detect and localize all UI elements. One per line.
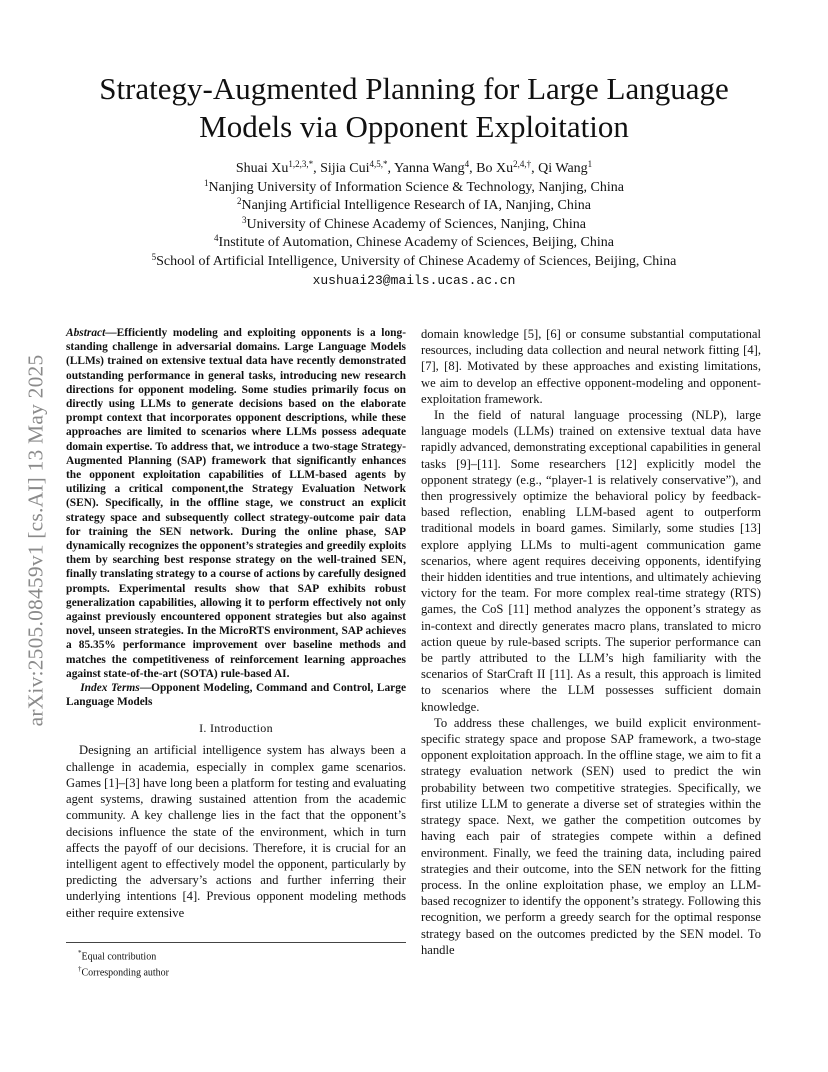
index-terms-label: Index Terms — [80, 682, 140, 695]
affiliation: $^4$Institute of Automation, Chinese Academy of Sciences, Beijing, China — [214, 233, 614, 251]
author-name: Bo Xu — [476, 161, 514, 176]
left-column — [66, 326, 406, 921]
author-affil-mark: 2,4,† — [513, 159, 532, 169]
author-name: Yanna Wang — [393, 161, 465, 176]
body-paragraph: To address these challenges, we build explicit environment-specific strategy space and propose SAP framework, a two-stage opponent exploitation approach. In the offline stage, we aim to fit a strategy evaluation network (SEN) used to predict the win probability between two competitive strategies. Specifically, we first utilize LLM to generate a diverse set of strategies within the strategy space. Next, we gather the competition outcomes by having each pair of strategies compete within a defined environment. Finally, we feed the training data, including paired strategies and their outcome, into the SEN network for the fitting process. In the online exploitation phase, we employ an LLM-based recognizer to identify the opponent’s strategy. Following this recognition, we perform a greedy search for the optimal response strategy based on the outcomes predicted by the SEN model. To handle — [421, 715, 761, 957]
arxiv-identifier-stamp — [18, 300, 54, 780]
affiliation: $^3$University of Chinese Academy of Sciences, Nanjing, China — [242, 214, 586, 232]
contact-email: xushuai23@mails.ucas.ac.cn — [312, 272, 516, 288]
title-line-1: Strategy-Augmented Planning for Large Language — [99, 71, 729, 106]
abstract — [66, 326, 406, 681]
affiliation: $^1$Nanjing University of Information Science & Technology, Nanjing, China — [204, 177, 624, 195]
affiliation: $^2$Nanjing Artificial Intelligence Research of IA, Nanjing, China — [236, 196, 591, 214]
right-column — [421, 326, 761, 958]
footnotes — [66, 942, 406, 980]
author-name: Shuai Xu — [235, 161, 289, 176]
author-affil-mark: 4 — [464, 159, 470, 169]
body-paragraph: In the field of natural language processing (NLP), large language models (LLMs) trained on extensive textual data have rapidly advanced, demonstrating exceptional capabilities in general tasks [9]–[11]. Some researchers [12] explicitly model the opponent strategy (e.g., “player-1 is relatively conservative”), and then progressively optimize the behavioral policy by feedback-based reflection, enabling LLM-based agent to outperform traditional models in board games. Similarly, some studies [13] explore applying LLMs to multi-agent communication game scenarios, where agent requires deceiving opponents, identifying their hidden identities and true intentions, and ultimately achieving victory for the team. For more complex real-time strategy (RTS) games, the CoS [11] method analyzes the opponent’s strategy as in-context and directly generates macro plans, translated to micro action queue by rule-based scripts. The superior performance can be partly attributed to the LLM’s high familiarity with the scenarios of StarCraft II [11]. As a result, this approach is limited to scenarios where the LLM possesses sufficient domain knowledge. — [421, 408, 761, 714]
title-line-2: Models via Opponent Exploitation — [199, 109, 629, 144]
section-heading-introduction: I. Introduction — [199, 721, 273, 736]
index-terms-text: —Opponent Modeling, Command and Control, Large Language Models — [66, 682, 406, 709]
abstract-text: —Efficiently modeling and exploiting opponents is a long-standing challenge in adversarial domains. Large Language Models (LLMs) trained on extensive textual data have recently demonstrated outstanding performance in general tasks, introducing new research directions for opponent modeling. Some studies primarily focus on directly using LLMs to generate decisions based on the elaborate prompt context that incorporates opponent descriptions, while these approaches are limited to scenarios where LLMs possess adequate domain expertise. To address that, we introduce a two-stage Strategy-Augmented Planning (SAP) framework that significantly enhances the opponent exploitation capabilities of LLM-based agents by utilizing a critical component,the Strategy Evaluation Network (SEN). Specifically, in the offline stage, we construct an explicit strategy space and subsequently collect strategy-outcome pair data for training the SEN network. During the online phase, SAP dynamically recognizes the opponent’s strategies and greedily exploits them by searching best response strategy on the well-trained SEN, finally translating strategy to a course of actions by carefully designed prompts. Experimental results show that SAP exhibits robust generalization capabilities, allowing it to perform effectively not only against previously encountered opponent strategies but also against novel, unseen strategies. In the MicroRTS environment, SAP achieves a 85.35% performance improvement over baseline methods and matches the competitiveness of reinforcement learning approaches against state-of-the-art (SOTA) rule-based AI. — [66, 327, 406, 680]
paper-title — [60, 70, 768, 146]
index-terms — [66, 681, 406, 709]
arxiv-id-text: arXiv:2505.08459v1 [cs.AI] 13 May 2025 — [23, 354, 48, 726]
author-affil-mark: 1 — [587, 159, 593, 169]
author-affil-mark: 4,5,* — [369, 159, 388, 169]
affiliation: $^5$School of Artificial Intelligence, University of Chinese Academy of Sciences, Beijing, China — [151, 251, 677, 269]
author-affil-mark: 1,2,3,* — [288, 159, 314, 169]
intro-paragraph: Designing an artificial intelligence system has always been a challenge in academia, especially in complex game scenarios. Games [1]–[3] have long been a platform for testing and evaluating agent systems, drawing sustained attention from the academic community. A key challenge lies in the fact that the opponent’s decisions influence the state of the environment, which in turn affects the payoff of our decisions. Therefore, it is crucial for an intelligent agent to effectively model the opponent, particularly by predicting the adversary’s actions and further inferring their underlying intentions [4]. Previous opponent modeling methods either require extensive — [66, 743, 406, 920]
abstract-label: Abstract — [66, 327, 106, 339]
author-name: Sijia Cui — [320, 161, 370, 176]
footnote: *Equal contribution — [78, 949, 157, 963]
author-block — [60, 160, 768, 290]
author-list: Shuai $Xu^{1,2,3,*}$, Sijia Cui$^{4,5,*}$, Yanna Wang$^4$, Bo $Xu^{2,4,\dagger}$, Qi Wang$^1$ — [235, 159, 593, 176]
author-name: Qi Wang — [538, 161, 588, 176]
body-paragraph: domain knowledge [5], [6] or consume substantial computational resources, including data collection and neural network fitting [4], [7], [8]. Motivated by these approaches and existing limitations, we aim to develop an effective opponent-modeling and opponent-exploitation framework. — [421, 327, 761, 406]
footnote: †Corresponding author — [78, 965, 169, 979]
